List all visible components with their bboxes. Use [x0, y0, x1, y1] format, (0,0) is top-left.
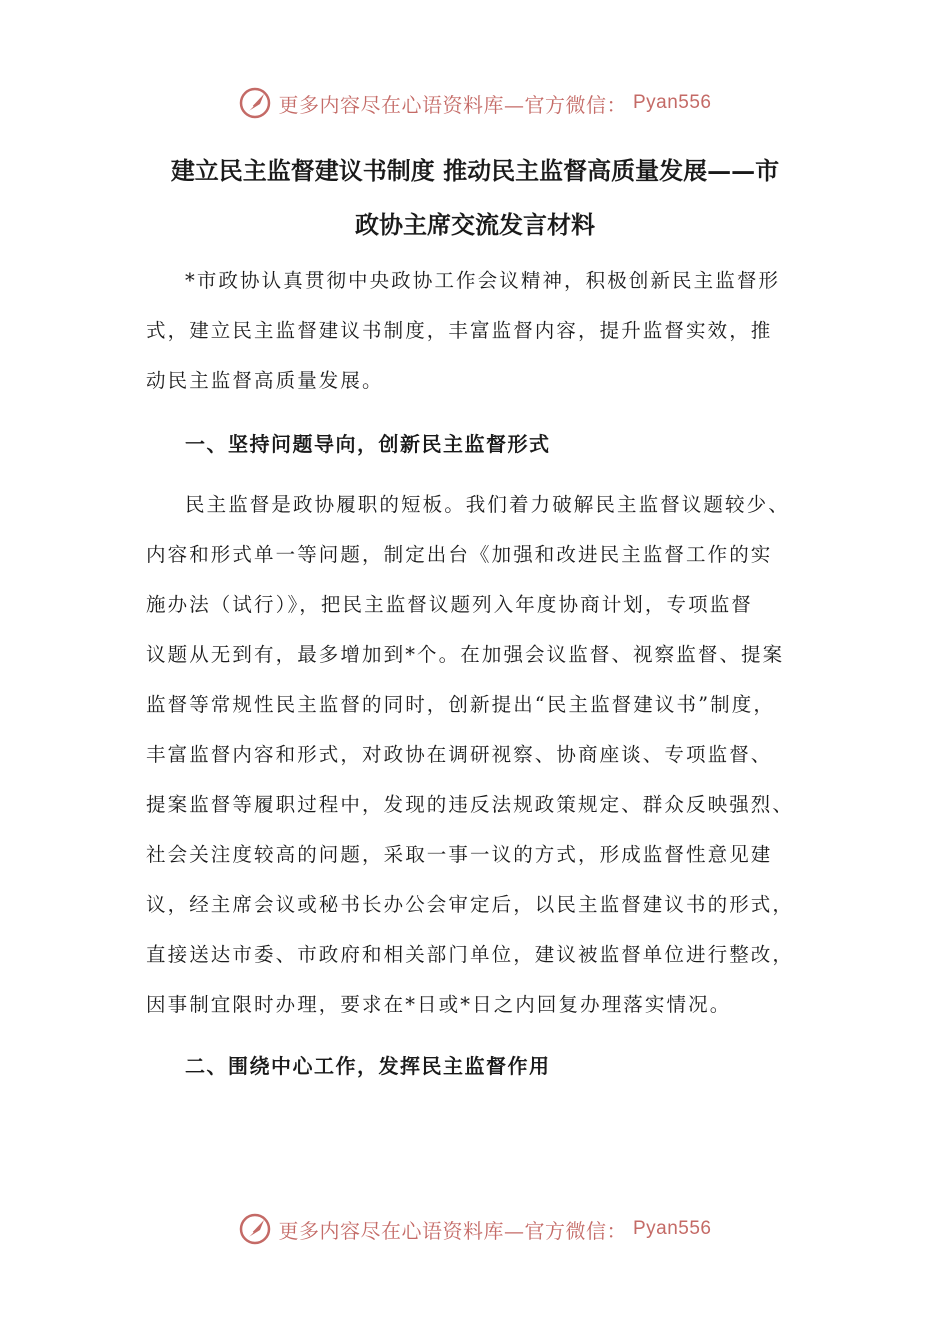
watermark-banner-top — [0, 83, 950, 123]
section-1-paragraph — [146, 480, 810, 1030]
watermark-text: 更多内容尽在心语资料库—官方微信： — [278, 1218, 627, 1243]
paragraph-line: 因事制宜限时办理，要求在*日或*日之内回复办理落实情况。 — [146, 993, 732, 1016]
section-2-heading: 二、围绕中心工作，发挥民主监督作用 — [185, 1054, 551, 1078]
paragraph-line: 施办法（试行）》，把民主监督议题列入年度协商计划，专项监督 — [146, 593, 753, 616]
document-title-line-2: 政协主席交流发言材料 — [355, 210, 595, 239]
watermark-banner-bottom — [0, 1209, 950, 1249]
paragraph-line: 社会关注度较高的问题，采取一事一议的方式，形成监督性意见建 — [146, 843, 773, 866]
watermark-wechat-id: Pyan556 — [632, 1218, 712, 1239]
paragraph-line: 议题从无到有，最多增加到*个。在加强会议监督、视察监督、提案 — [146, 643, 785, 666]
quill-logo-icon — [238, 86, 272, 120]
paragraph-line: 议，经主席会议或秘书长办公会审定后，以民主监督建议书的形式， — [146, 893, 795, 916]
paragraph-line: 动民主监督高质量发展。 — [146, 369, 384, 392]
paragraph-line: 提案监督等履职过程中，发现的违反法规政策规定、群众反映强烈、 — [146, 793, 795, 816]
paragraph-line: 内容和形式单一等问题，制定出台《加强和改进民主监督工作的实 — [146, 543, 773, 566]
paragraph-line: 式，建立民主监督建议书制度，丰富监督内容，提升监督实效，推 — [146, 319, 773, 342]
quill-logo-icon — [238, 1212, 272, 1246]
paragraph-line: 民主监督是政协履职的短板。我们着力破解民主监督议题较少、 — [185, 493, 790, 516]
paragraph-line: 直接送达市委、市政府和相关部门单位，建议被监督单位进行整改， — [146, 943, 795, 966]
paragraph-line: *市政协认真贯彻中央政协工作会议精神，积极创新民主监督形 — [185, 269, 781, 292]
section-1-heading: 一、坚持问题导向，创新民主监督形式 — [185, 432, 551, 456]
document-title — [120, 144, 830, 252]
watermark-wechat-id: Pyan556 — [632, 92, 712, 113]
document-title-line-1: 建立民主监督建议书制度 推动民主监督高质量发展——市 — [170, 156, 780, 185]
paragraph-line: 丰富监督内容和形式，对政协在调研视察、协商座谈、专项监督、 — [146, 743, 773, 766]
intro-paragraph — [146, 256, 810, 406]
watermark-text: 更多内容尽在心语资料库—官方微信： — [278, 92, 627, 117]
paragraph-line: 监督等常规性民主监督的同时，创新提出“民主监督建议书”制度， — [146, 693, 775, 716]
